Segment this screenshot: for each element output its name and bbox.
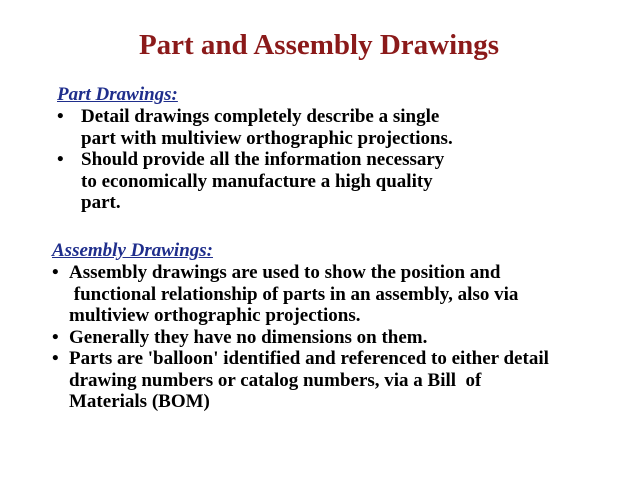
bullet-text-line: Materials (BOM) [69, 391, 210, 412]
bullet-icon: • [52, 262, 59, 283]
bullet-text-line: Assembly drawings are used to show the position and [69, 262, 501, 283]
bullet-icon: • [57, 106, 64, 127]
list-item [52, 262, 549, 327]
bullet-icon: • [57, 149, 64, 170]
bullet-text-line: multiview orthographic projections. [69, 305, 361, 326]
bullet-text-line: part. [81, 192, 121, 213]
assembly-drawings-list [52, 262, 549, 413]
part-drawings-heading: Part Drawings: [57, 84, 178, 105]
list-item [57, 149, 453, 214]
part-drawings-section [57, 84, 453, 214]
slide-title: Part and Assembly Drawings [138, 29, 500, 61]
bullet-text-line: drawing numbers or catalog numbers, via a Bill of [69, 369, 482, 391]
bullet-text-line: Parts are 'balloon' identified and referenced to either detail [69, 348, 549, 369]
assembly-drawings-heading: Assembly Drawings: [52, 240, 213, 261]
bullet-icon: • [52, 348, 59, 369]
part-drawings-list [57, 106, 453, 214]
bullet-text-line: Should provide all the information necessary [81, 149, 445, 170]
list-item [52, 348, 549, 413]
bullet-text-line: part with multiview orthographic projections. [81, 127, 453, 149]
list-item [52, 327, 549, 349]
bullet-text-line: functional relationship of parts in an assembly, also via [69, 283, 519, 305]
bullet-text-line: Detail drawings completely describe a single [81, 106, 440, 127]
list-item [57, 106, 453, 149]
assembly-drawings-section [52, 240, 549, 413]
bullet-text-line: Generally they have no dimensions on them. [69, 326, 428, 348]
bullet-text-line: to economically manufacture a high quality [81, 170, 433, 192]
bullet-icon: • [52, 326, 59, 348]
